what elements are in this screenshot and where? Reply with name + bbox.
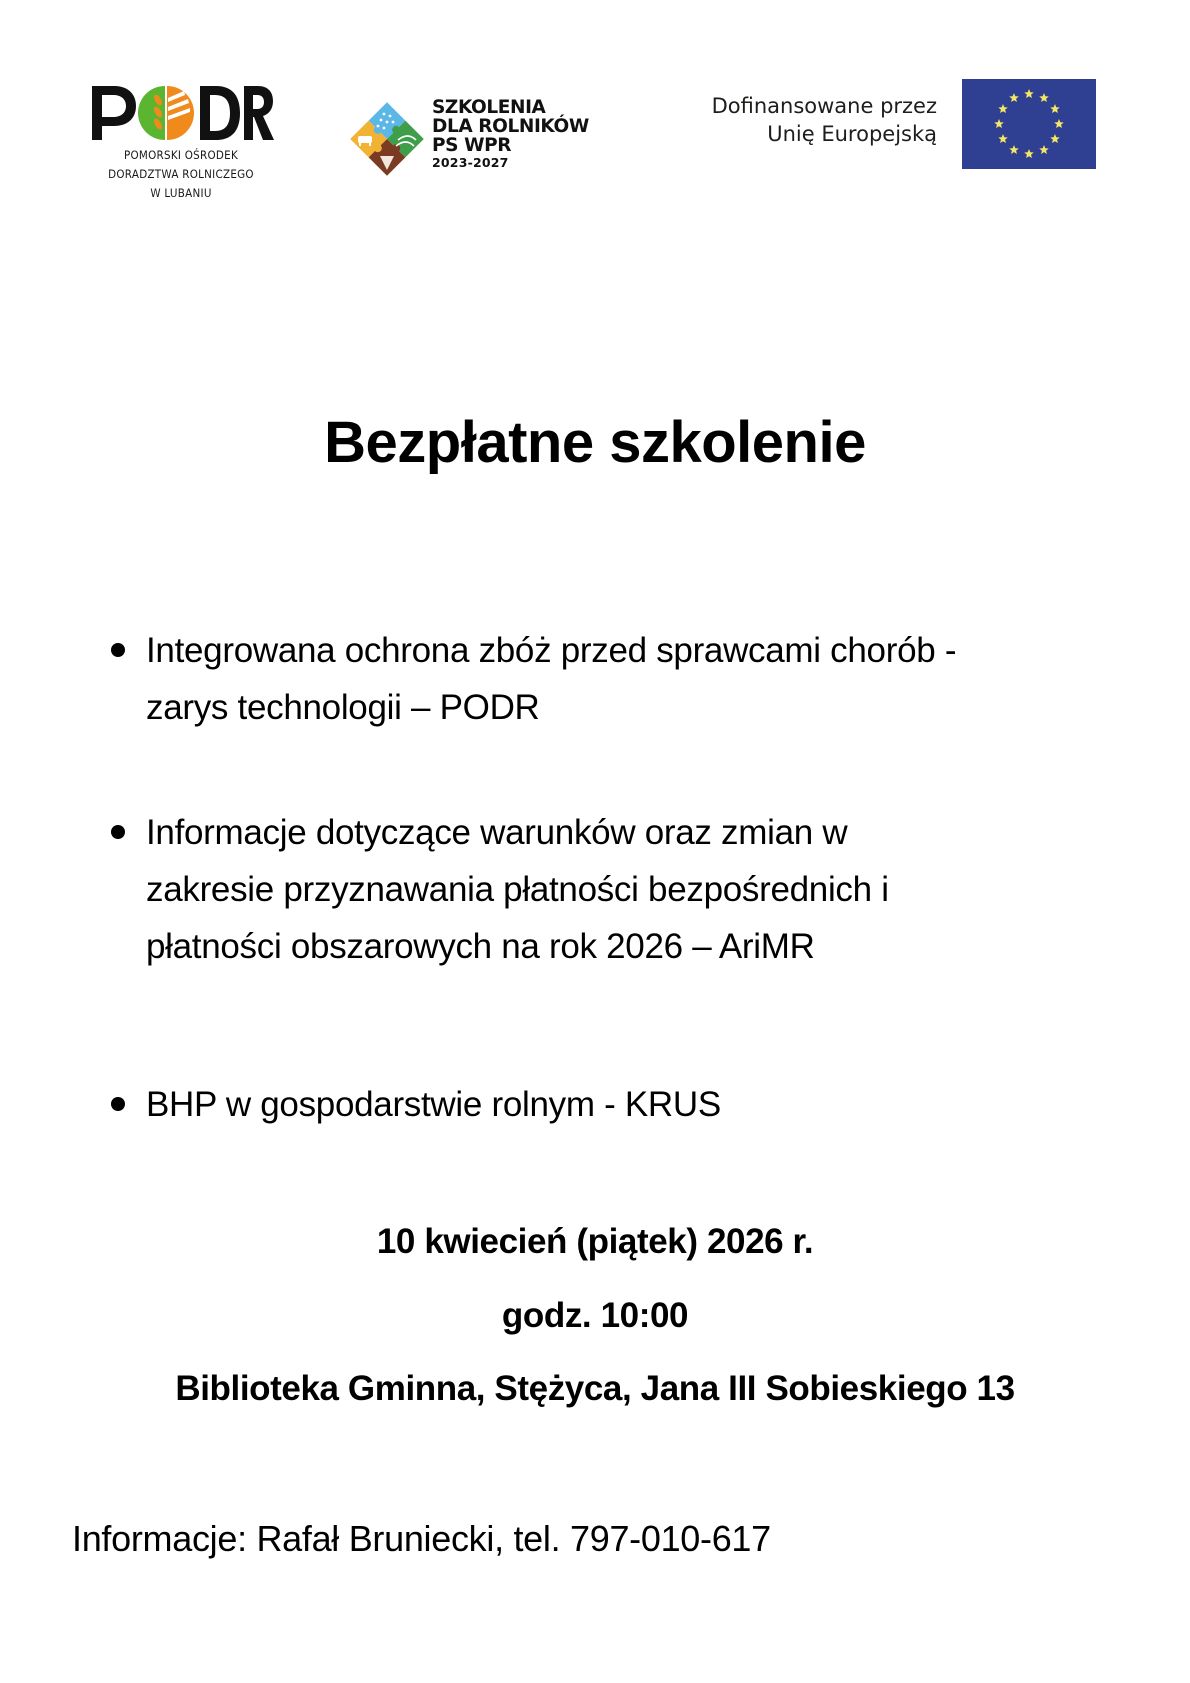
topic-line: zarys technologii – PODR <box>146 688 540 727</box>
podr-logo <box>88 82 274 206</box>
event-time: godz. 10:00 <box>501 1296 689 1335</box>
event-date: 10 kwiecień (piątek) 2026 r. <box>376 1222 814 1261</box>
contact-info: Informacje: Rafał Bruniecki, tel. 797-010-617 <box>72 1518 771 1559</box>
eu-funding-line-2: Unię Europejską <box>767 122 937 146</box>
bullet-icon <box>111 825 125 839</box>
training-logo-text <box>432 98 589 171</box>
event-location: Biblioteka Gminna, Stężyca, Jana III Sobieskiego 13 <box>175 1369 1015 1408</box>
podr-line-2: DORADZTWA ROLNICZEGO <box>108 167 254 181</box>
topic-line: Informacje dotyczące warunków oraz zmian w <box>146 813 848 852</box>
topic-line: płatności obszarowych na rok 2026 – AriMR <box>146 927 815 966</box>
topic-line: BHP w gospodarstwie rolnym - KRUS <box>146 1085 721 1124</box>
topic-line: Integrowana ochrona zbóż przed sprawcami chorób - <box>146 631 957 670</box>
podr-wordmark-icon <box>88 82 274 142</box>
podr-line-1: POMORSKI OŚRODEK <box>123 148 239 162</box>
page-title: Bezpłatne szkolenie <box>324 410 866 475</box>
agriculture-puzzle-icon <box>348 100 426 178</box>
bullet-icon <box>111 643 125 657</box>
training-logo-line-1: SZKOLENIA <box>432 97 546 118</box>
training-logo-line-2: DLA ROLNIKÓW <box>432 116 589 137</box>
bullet-icon <box>111 1097 125 1111</box>
podr-line-3: W LUBANIU <box>150 186 212 200</box>
topic-line: zakresie przyznawania płatności bezpośrednich i <box>146 870 889 909</box>
training-logo-line-3: PS WPR <box>432 135 512 156</box>
eu-funding-text <box>712 92 937 148</box>
eu-funding-line-1: Dofinansowane przez <box>711 94 937 118</box>
training-program-logo <box>346 96 608 178</box>
eu-flag-icon <box>962 79 1096 169</box>
training-logo-years: 2023-2027 <box>432 155 509 170</box>
